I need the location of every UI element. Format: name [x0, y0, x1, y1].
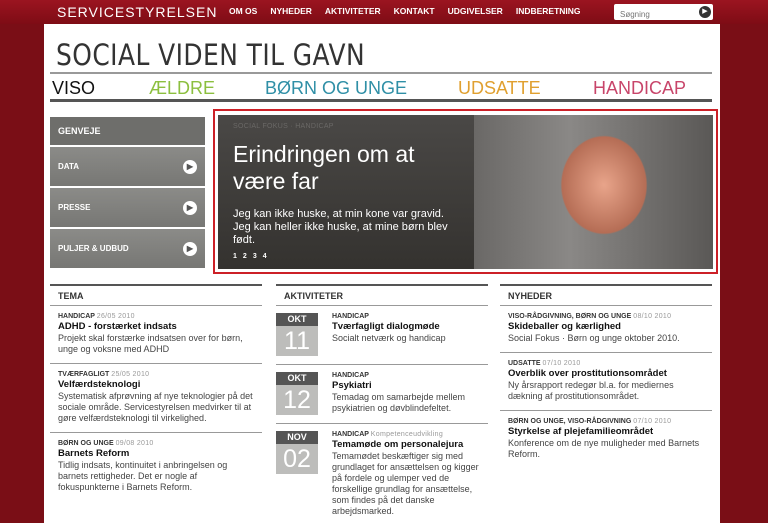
item-title[interactable]: Temamøde om personalejura [332, 439, 464, 450]
item-title[interactable]: Psykiatri [332, 380, 372, 391]
event-item[interactable] [276, 365, 488, 424]
hero-kicker: SOCIAL FOKUS · HANDICAP [233, 123, 334, 130]
list-item[interactable] [50, 364, 262, 433]
list-item[interactable] [500, 411, 712, 468]
sidebar-item-label: DATA [58, 162, 80, 171]
nav-kontakt[interactable]: KONTAKT [393, 6, 435, 16]
nav-aktiviteter[interactable]: AKTIVITETER [324, 6, 381, 16]
item-tag: BØRN OG UNGE 09/08 2010 [58, 440, 154, 447]
item-tag: HANDICAP 26/05 2010 [58, 313, 135, 320]
item-tag: VISO-RÅDGIVNING, BØRN OG UNGE 08/10 2010 [508, 313, 672, 320]
list-item[interactable] [50, 306, 262, 364]
category-udsatte[interactable]: UDSATTE [458, 78, 541, 98]
search-box [614, 4, 713, 20]
hero-photo [474, 115, 713, 269]
item-tag: HANDICAP [332, 372, 369, 379]
hero-text: Jeg kan ikke huske, at min kone var gravid. Jeg kan heller ikke huske, at mine børn blev født. [233, 208, 448, 246]
top-nav [229, 6, 594, 16]
list-item[interactable] [50, 433, 262, 501]
item-text: Projekt skal forstærke indsatsen over for børn, unge og voksne med ADHD [58, 333, 243, 354]
item-title[interactable]: Tværfagligt dialogmøde [332, 321, 440, 332]
item-title[interactable]: Skideballer og kærlighed [508, 321, 621, 332]
item-text: Konference om de nye muligheder med Barnets Reform. [508, 438, 700, 459]
item-tag: UDSATTE 07/10 2010 [508, 360, 581, 367]
hero-title[interactable]: Erindringen om at være far [233, 141, 415, 194]
nav-nyheder[interactable]: NYHEDER [270, 6, 312, 16]
tema-column [50, 284, 262, 501]
item-title[interactable]: Velfærdsteknologi [58, 379, 141, 390]
item-title[interactable]: Barnets Reform [58, 448, 130, 459]
item-tag: HANDICAP [332, 313, 369, 320]
search-input[interactable] [614, 7, 698, 22]
item-text: Social Fokus · Børn og unge oktober 2010. [508, 333, 680, 343]
site-title: SOCIAL VIDEN TIL GAVN [56, 38, 366, 72]
hero-banner[interactable] [213, 109, 718, 274]
divider [50, 99, 712, 102]
item-text: Ny årsrapport redegør bl.a. for mediernes dækning af prostitutionsområdet. [508, 380, 674, 401]
page-body [44, 24, 720, 523]
item-text: Temamødet beskæftiger sig med grundlaget for ansættelsen og kigger på fordele og ulemper ved de forskellige grundlag for ansættelse, som findes på det danske arbejdsmarked. [332, 451, 479, 516]
divider [50, 72, 712, 74]
column-heading: TEMA [50, 284, 262, 306]
shortcuts-sidebar [50, 117, 205, 268]
arrow-right-icon: ▶ [183, 201, 197, 215]
hero-pager [233, 253, 267, 260]
item-title[interactable]: Styrkelse af plejefamilieområdet [508, 426, 654, 437]
sidebar-item-label: PRESSE [58, 203, 91, 212]
event-item[interactable] [276, 424, 488, 523]
date-badge: OKT 11 [276, 313, 318, 356]
event-item[interactable] [276, 306, 488, 365]
pager-2[interactable]: 2 [242, 253, 247, 260]
arrow-right-icon: ▶ [183, 160, 197, 174]
list-item[interactable] [500, 306, 712, 353]
item-title[interactable]: ADHD - forstærket indsats [58, 321, 177, 332]
arrow-right-icon: ▶ [183, 242, 197, 256]
category-born-og-unge[interactable]: BØRN OG UNGE [265, 78, 408, 98]
category-viso[interactable]: VISO [52, 78, 96, 98]
brand-logo[interactable]: SERVICESTYRELSEN [57, 4, 218, 20]
column-heading: NYHEDER [500, 284, 712, 306]
search-go-icon[interactable]: ▶ [699, 6, 711, 18]
hero-slide [218, 115, 713, 269]
pager-4[interactable]: 4 [262, 253, 267, 260]
date-badge: NOV 02 [276, 431, 318, 517]
aktiviteter-column [276, 284, 488, 523]
sidebar-item-data[interactable] [50, 147, 205, 186]
item-tag: HANDICAP Kompetenceudvikling [332, 431, 444, 438]
sidebar-item-label: PULJER & UDBUD [58, 244, 129, 253]
sidebar-item-puljer[interactable] [50, 229, 205, 268]
list-item[interactable] [500, 353, 712, 411]
sidebar-heading: GENVEJE [50, 117, 205, 145]
nyheder-column [500, 284, 712, 468]
item-text: Tidlig indsats, kontinuitet i anbringelsen og barnets rettigheder. Det er nogle af fokuspunkterne i Barnets Reform. [58, 460, 228, 492]
nav-om-os[interactable]: OM OS [229, 6, 258, 16]
item-text: Systematisk afprøvning af nye teknologier på det sociale område. Servicestyrelsen medvirker til at gøre velfærdsteknologi til virkelighed. [58, 391, 253, 423]
item-text: Socialt netværk og handicap [332, 333, 446, 343]
item-title[interactable]: Overblik over prostitutionsområdet [508, 368, 667, 379]
sidebar-item-presse[interactable] [50, 188, 205, 227]
item-tag: BØRN OG UNGE, VISO-RÅDGIVNING 07/10 2010 [508, 418, 672, 425]
pager-3[interactable]: 3 [252, 253, 257, 260]
nav-indberetning[interactable]: INDBERETNING [515, 6, 581, 16]
date-badge: OKT 12 [276, 372, 318, 415]
category-aeldre[interactable]: ÆLDRE [149, 78, 216, 98]
item-tag: TVÆRFAGLIGT 25/05 2010 [58, 371, 150, 378]
nav-udgivelser[interactable]: UDGIVELSER [447, 6, 503, 16]
top-bar [0, 0, 768, 24]
column-heading: AKTIVITETER [276, 284, 488, 306]
category-nav [50, 75, 712, 99]
category-handicap[interactable]: HANDICAP [593, 78, 687, 98]
pager-1[interactable]: 1 [233, 253, 237, 260]
item-text: Temadag om samarbejde mellem psykiatrien og døvblindefeltet. [332, 392, 466, 413]
